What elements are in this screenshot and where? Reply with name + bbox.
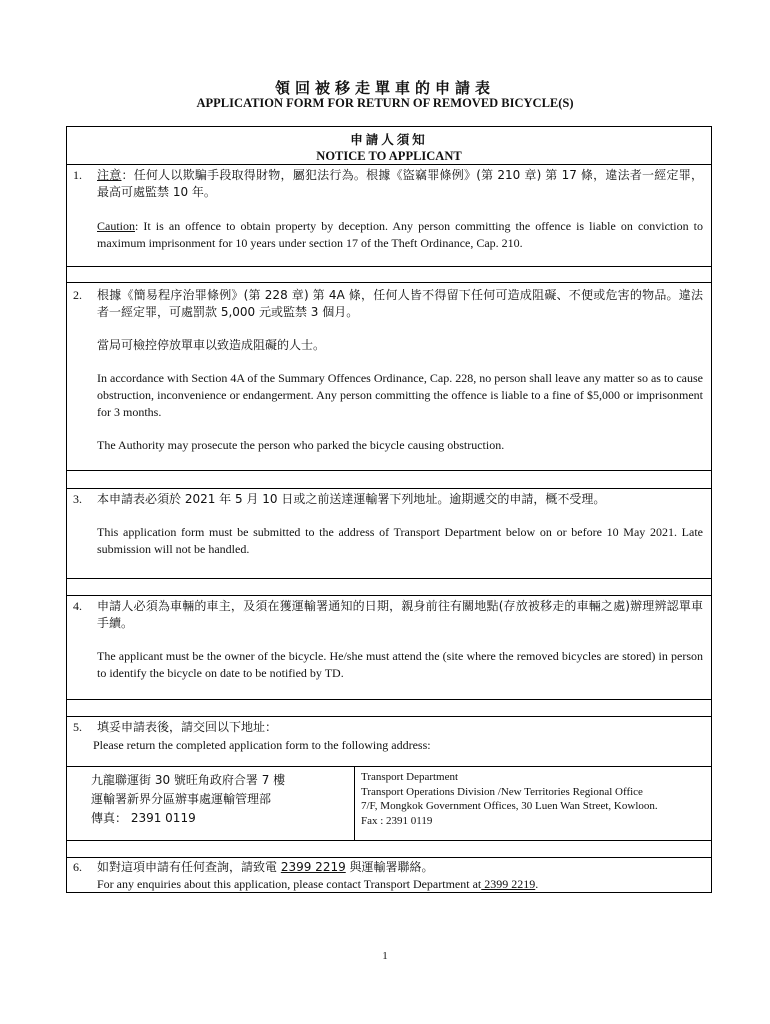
notice-heading [66, 126, 712, 164]
notice-item-4 [66, 595, 712, 699]
item-5-chinese: 填妥申請表後，請交回以下地址： [97, 720, 278, 734]
address-english-line-3: 7/F, Mongkok Government Offices, 30 Luen Wan Street, Kowloon. [361, 800, 658, 812]
notice-heading-chinese: 申請人須知 [350, 132, 428, 147]
item-5-english: Please return the completed application form to the following address: [93, 738, 431, 752]
row-divider [66, 266, 712, 282]
address-english [361, 770, 703, 828]
page-number: 1 [382, 950, 388, 962]
return-address-table [66, 766, 712, 840]
address-english-line-2: Transport Operations Division /New Territories Regional Office [361, 785, 643, 798]
enquiry-phone-english: 2399 2219 [481, 877, 536, 891]
form-title-chinese: 領回被移走單車的申請表 [274, 79, 495, 97]
address-chinese-line-2: 運輸署新界分區辦事處運輸管理部 [91, 792, 272, 806]
address-chinese [91, 771, 285, 828]
item-number: 5. [73, 720, 82, 734]
row-divider [66, 578, 712, 595]
enquiry-phone-chinese: 2399 2219 [280, 860, 346, 874]
item-number: 4. [73, 599, 82, 613]
item-number: 3. [73, 492, 82, 506]
notice-item-1 [66, 164, 712, 266]
item-number: 6. [73, 860, 82, 874]
notice-table [66, 126, 714, 893]
row-divider [66, 840, 712, 857]
notice-heading-english: NOTICE TO APPLICANT [316, 149, 462, 163]
item-2-english-prosecution: The Authority may prosecute the person who parked the bicycle causing obstruction. [97, 438, 505, 452]
address-chinese-line-1: 九龍聯運街 30 號旺角政府合署 7 樓 [91, 773, 286, 787]
item-2-english: In accordance with Section 4A of the Summary Offences Ordinance, Cap. 228, no person shall leave any matter so as to cause obstruction, inconvenience or endangerment. Any person committing the offence is liable to a fine of $5,000 or imprisonment for 3 months. [97, 371, 703, 419]
item-1-chinese: 注意：任何人以欺騙手段取得財物，屬犯法行為。根據《盜竊罪條例》(第 210 章) 第 17 條，違法者一經定罪，最高可處監禁 10 年。 [97, 168, 703, 199]
notice-item-3 [66, 488, 712, 578]
item-6-chinese: 如對這項申請有任何查詢，請致電 2399 2219 與運輸署聯絡。 [97, 860, 434, 874]
notice-item-5 [66, 716, 712, 766]
address-chinese-fax: 傳真： 2391 0119 [91, 811, 196, 825]
item-4-english: The applicant must be the owner of the bicycle. He/she must attend the (site where the removed bicycles are stored) in person to identify the bicycle on date to be notified by TD. [97, 649, 703, 680]
notice-item-6 [66, 857, 712, 893]
item-number: 1. [73, 168, 82, 182]
address-column-divider [354, 767, 355, 840]
item-number: 2. [73, 288, 82, 302]
address-english-fax: Fax : 2391 0119 [361, 814, 433, 827]
item-3-chinese: 本申請表必須於 2021 年 5 月 10 日或之前送達運輸署下列地址。逾期遞交的申請，概不受理。 [97, 492, 606, 506]
item-1-english: Caution: It is an offence to obtain property by deception. Any person committing the offence is liable on conviction to maximum imprisonment for 10 years under section 17 of the Theft Ordinance, Cap. 210. [97, 219, 703, 250]
form-title-english: APPLICATION FORM FOR RETURN OF REMOVED BICYCLE(S) [196, 96, 574, 110]
item-4-chinese: 申請人必須為車輛的車主，及須在獲運輸署通知的日期，親身前往有關地點(存放被移走的車輛之處)辦理辨認單車手續。 [97, 599, 703, 630]
item-6-english: For any enquiries about this application, please contact Transport Department at 2399 2219. [97, 877, 539, 891]
item-3-english: This application form must be submitted to the address of Transport Department below on or before 10 May 2021. Late submission will not be handled. [97, 525, 703, 556]
notice-item-2 [66, 282, 712, 470]
address-english-line-1: Transport Department [361, 771, 459, 783]
row-divider [66, 699, 712, 716]
row-divider [66, 470, 712, 488]
item-2-chinese: 根據《簡易程序治罪條例》(第 228 章) 第 4A 條，任何人皆不得留下任何可造成阻礙、不便或危害的物品。違法者一經定罪，可處罰款 5,000 元或監禁 3 個月。 [97, 288, 703, 319]
caution-label-english: Caution [97, 219, 135, 233]
item-2-chinese-prosecution: 當局可檢控停放單車以致造成阻礙的人士。 [97, 338, 326, 352]
caution-label-chinese: 注意 [97, 168, 122, 182]
